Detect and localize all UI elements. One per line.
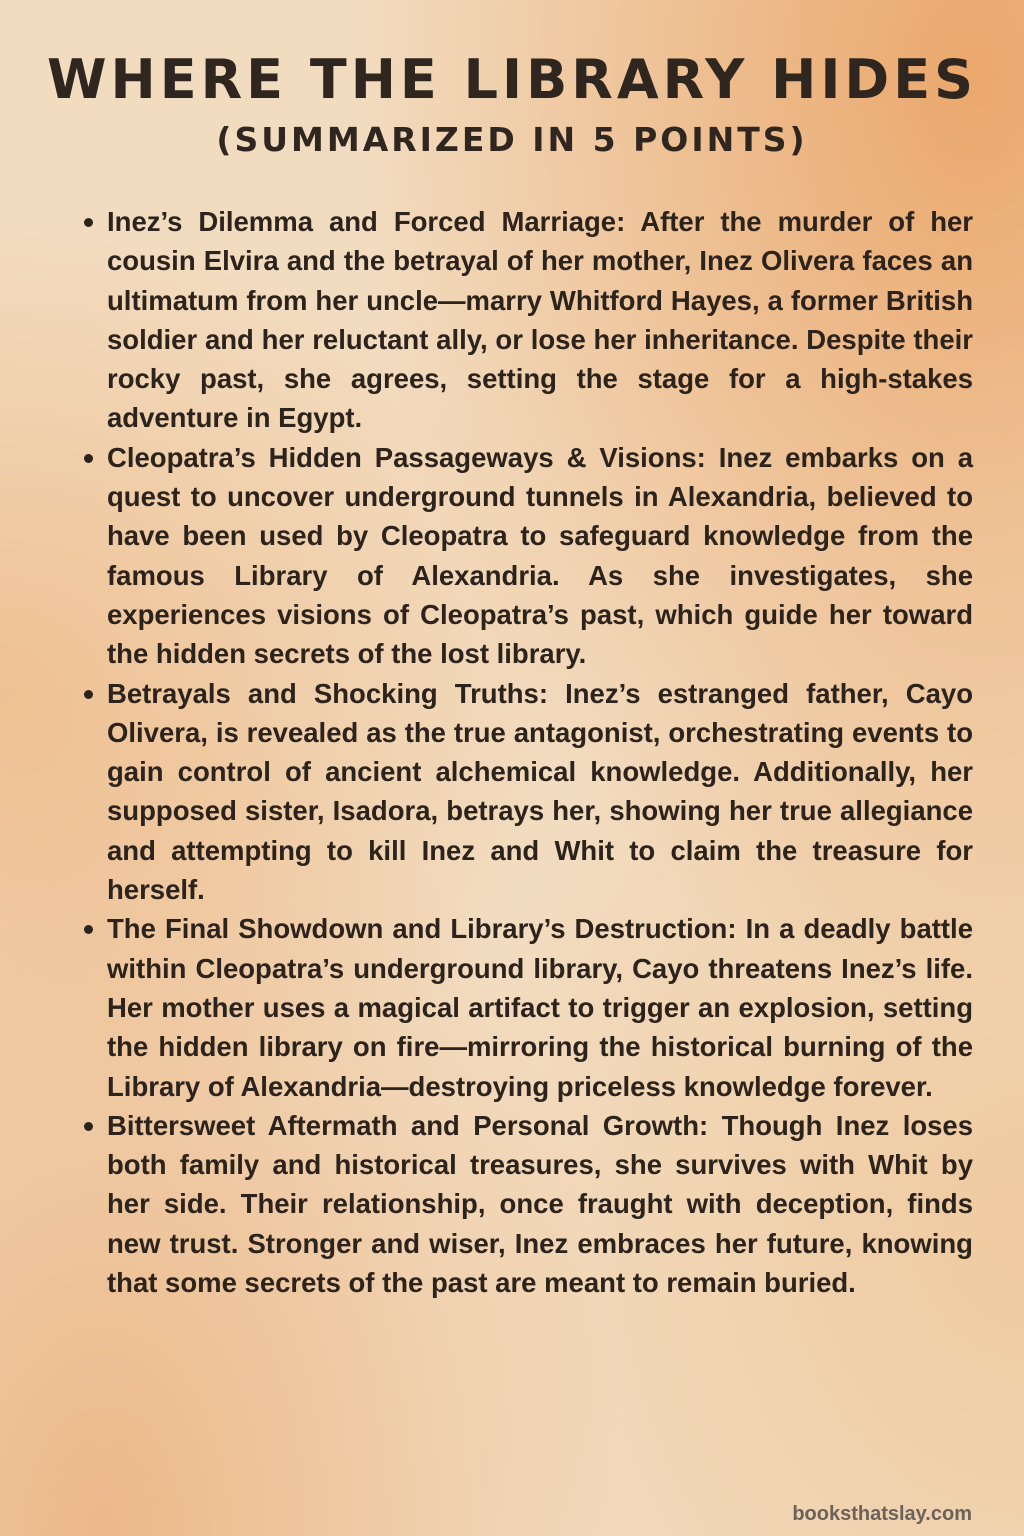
point-text: Inez embarks on a quest to uncover underground tunnels in Alexandria, believed to have been used by Cleopatra to safeguard knowledge from the famous Library of Alexandria. As she investigates, she experiences visions of Cleopatra’s past, which guide her toward the hidden secrets of the lost library. xyxy=(107,441,973,670)
list-item xyxy=(80,1106,973,1302)
list-item xyxy=(80,202,973,438)
point-title: The Final Showdown and Library’s Destruction: xyxy=(107,913,737,945)
list-item xyxy=(80,674,973,910)
point-title: Cleopatra’s Hidden Passageways & Visions: xyxy=(107,441,706,473)
list-item xyxy=(80,438,973,674)
bullet-icon xyxy=(84,1122,93,1131)
point-text: Inez’s estranged father, Cayo Olivera, is revealed as the true antagonist, orchestrating events to gain control of ancient alchemical knowledge. Additionally, her supposed sister, Isadora, betrays her, showing her true allegiance and attempting to kill Inez and Whit to claim the treasure for herself. xyxy=(107,677,973,906)
page-subtitle: (SUMMARIZED IN 5 POINTS) xyxy=(216,120,808,159)
bullet-icon xyxy=(84,218,93,227)
site-watermark: booksthatslay.com xyxy=(792,1503,972,1525)
bullet-icon xyxy=(84,925,93,934)
page-title: WHERE THE LIBRARY HIDES xyxy=(46,48,978,111)
point-text: After the murder of her cousin Elvira and the betrayal of her mother, Inez Olivera faces an ultimatum from her uncle—marry Whitford Hayes, a former British soldier and her reluctant ally, or lose her inheritance. Despite their rocky past, she agrees, setting the stage for a high-stakes adventure in Egypt. xyxy=(107,206,973,434)
point-title: Betrayals and Shocking Truths: xyxy=(107,677,548,709)
point-text: Though Inez loses both family and historical treasures, she survives with Whit by her side. Their relationship, once fraught with deception, finds new trust. Stronger and wiser, Inez embraces her future, knowing that some secrets of the past are meant to remain buried. xyxy=(107,1109,974,1299)
summary-list xyxy=(80,202,973,1302)
point-title: Inez’s Dilemma and Forced Marriage: xyxy=(107,206,626,237)
list-item xyxy=(80,909,973,1105)
point-text: In a deadly battle within Cleopatra’s underground library, Cayo threatens Inez’s life. Her mother uses a magical artifact to trigger an explosion, setting the hidden library on fire—mirroring the historical burning of the Library of Alexandria—destroying priceless knowledge forever. xyxy=(107,913,973,1102)
bullet-icon xyxy=(84,454,93,463)
bullet-icon xyxy=(84,690,93,699)
point-title: Bittersweet Aftermath and Personal Growth: xyxy=(107,1109,709,1141)
